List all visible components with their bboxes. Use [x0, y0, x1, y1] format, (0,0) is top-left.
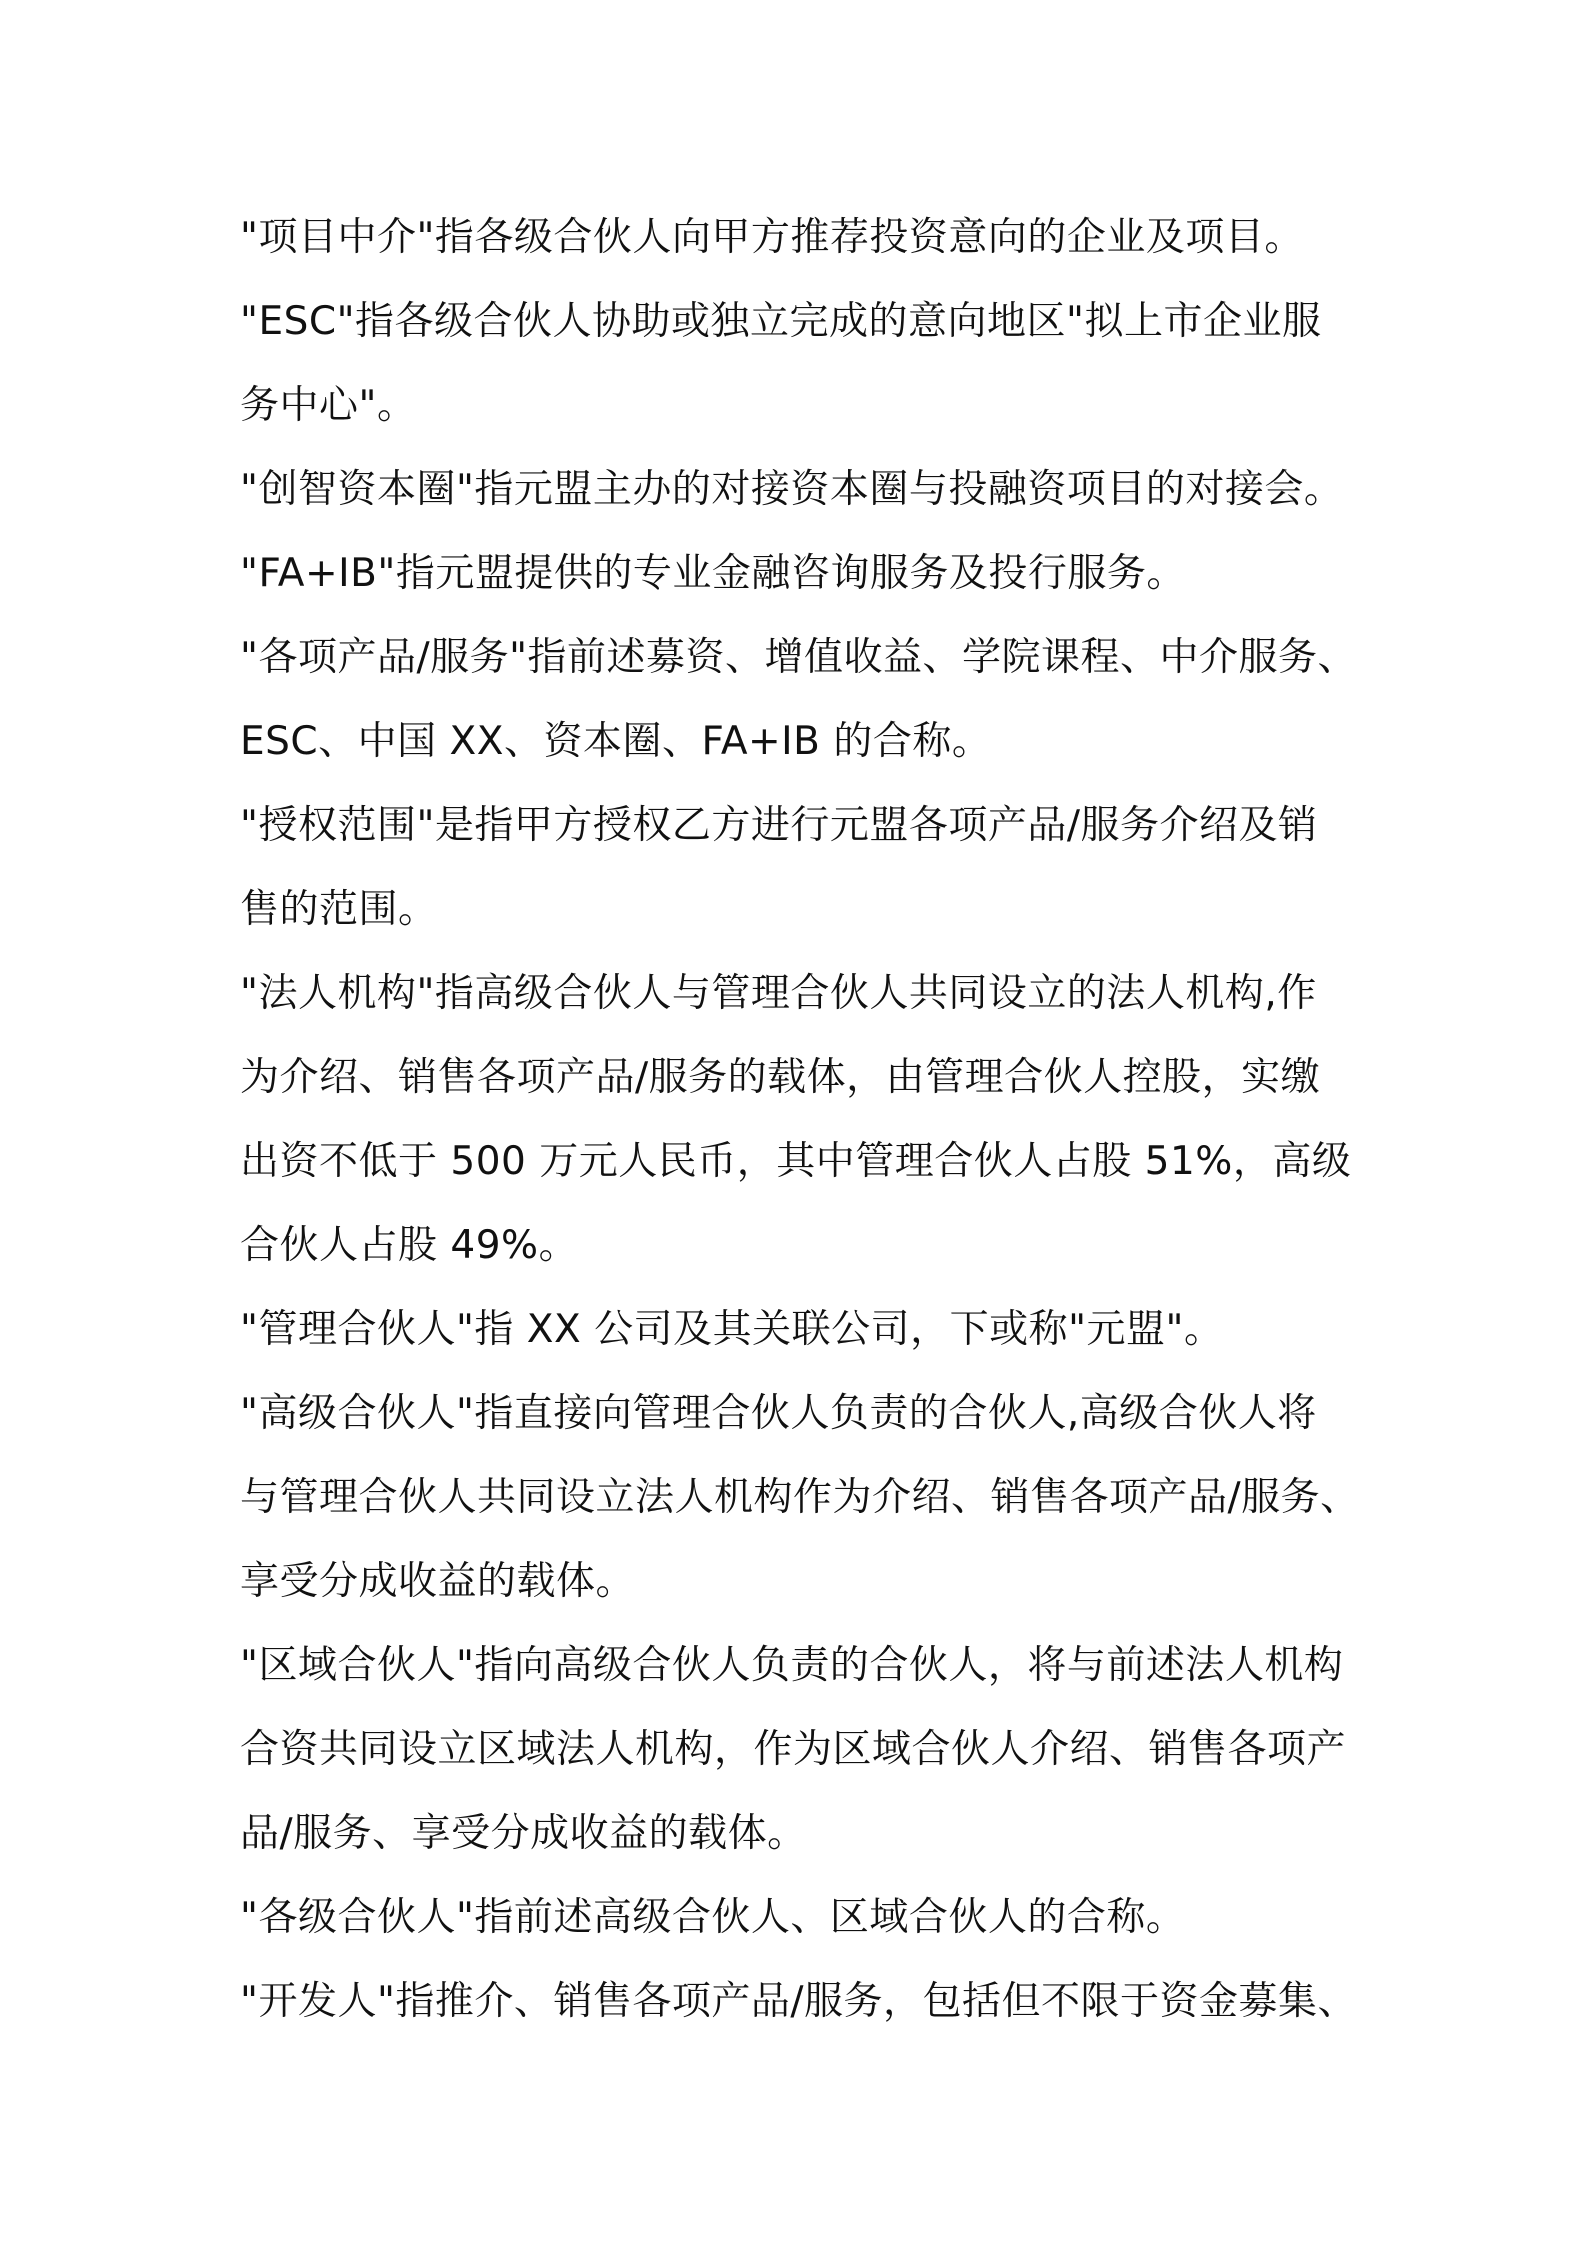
text-line-8: "授权范围"是指甲方授权乙方进行元盟各项产品/服务介绍及销 [240, 803, 1318, 848]
text-line-4: "创智资本圈"指元盟主办的对接资本圈与投融资项目的对接会。 [240, 467, 1344, 512]
text-line-11: 为介绍、销售各项产品/服务的载体，由管理合伙人控股，实缴 [240, 1055, 1321, 1100]
text-line-17: 享受分成收益的载体。 [240, 1559, 636, 1604]
text-line-9: 售的范围。 [240, 887, 438, 932]
text-line-5: "FA+IB"指元盟提供的专业金融咨询服务及投行服务。 [240, 551, 1186, 596]
text-line-18: "区域合伙人"指向高级合伙人负责的合伙人，将与前述法人机构 [240, 1643, 1344, 1688]
document-body [240, 196, 1366, 2044]
text-line-2: "ESC"指各级合伙人协助或独立完成的意向地区"拟上市企业服 [240, 299, 1322, 344]
text-line-14: "管理合伙人"指 XX 公司及其关联公司，下或称"元盟"。 [240, 1307, 1224, 1352]
text-line-21: "各级合伙人"指前述高级合伙人、区域合伙人的合称。 [240, 1895, 1186, 1940]
text-line-10: "法人机构"指高级合伙人与管理合伙人共同设立的法人机构,作 [240, 971, 1317, 1016]
text-line-19: 合资共同设立区域法人机构，作为区域合伙人介绍、销售各项产 [240, 1727, 1347, 1772]
text-line-20: 品/服务、享受分成收益的载体。 [240, 1811, 807, 1856]
text-line-16: 与管理合伙人共同设立法人机构作为介绍、销售各项产品/服务、 [240, 1475, 1360, 1520]
text-line-12: 出资不低于 500 万元人民币，其中管理合伙人占股 51%，高级 [240, 1139, 1352, 1184]
text-line-3: 务中心"。 [240, 383, 417, 428]
text-line-6: "各项产品/服务"指前述募资、增值收益、学院课程、中介服务、 [240, 635, 1358, 680]
text-line-7: ESC、中国 XX、资本圈、FA+IB 的合称。 [240, 719, 992, 764]
text-line-22: "开发人"指推介、销售各项产品/服务，包括但不限于资金募集、 [240, 1979, 1358, 2024]
text-line-13: 合伙人占股 49%。 [240, 1223, 579, 1268]
text-line-15: "高级合伙人"指直接向管理合伙人负责的合伙人,高级合伙人将 [240, 1391, 1317, 1436]
text-line-1: "项目中介"指各级合伙人向甲方推荐投资意向的企业及项目。 [240, 215, 1304, 260]
